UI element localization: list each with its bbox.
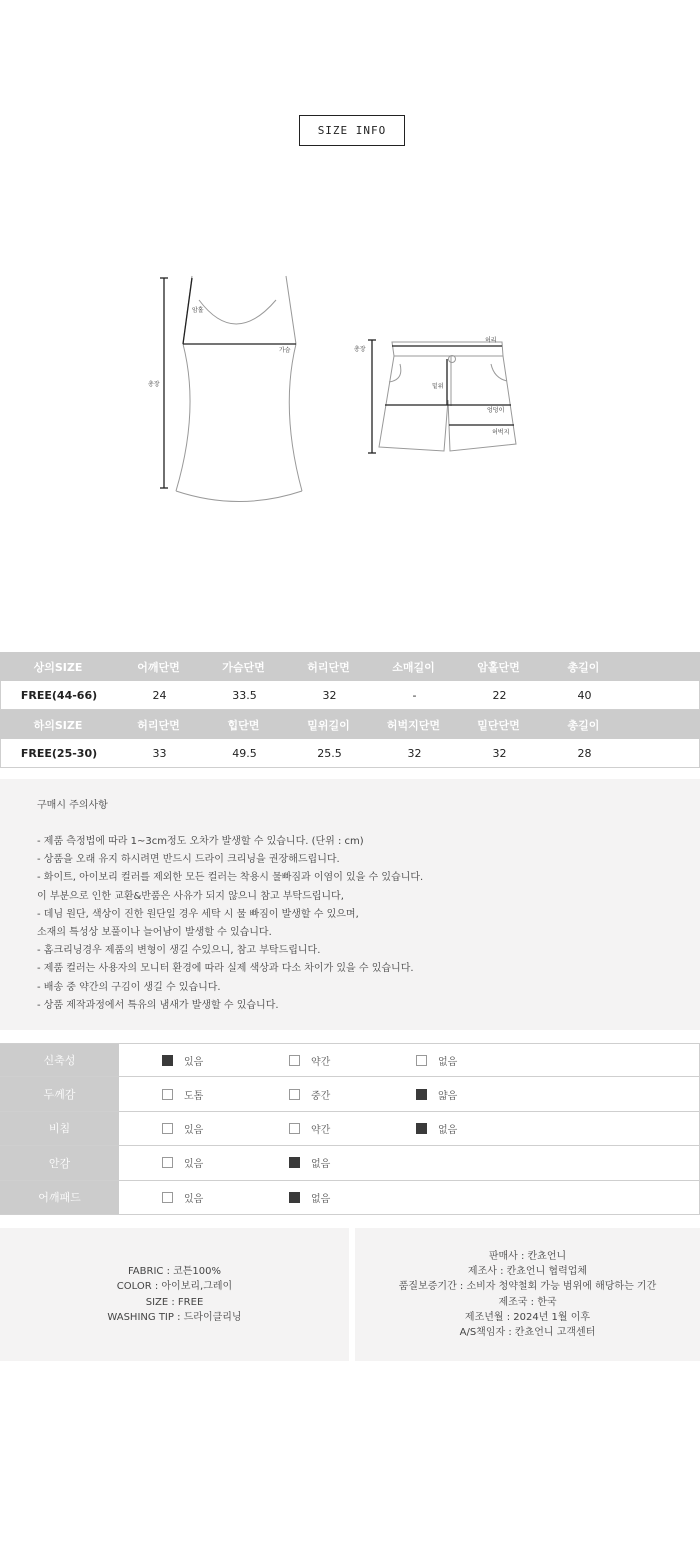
waist-label: 허리 [485,337,497,344]
as-contact-line: A/S책임자 : 칸쵸언니 고객센터 [459,1326,596,1338]
size-table [0,652,700,768]
checkbox-empty-icon [416,1055,427,1066]
notice-line: - 상품을 오래 유지 하시려면 반드시 드라이 크리닝을 권장해드립니다. [37,854,340,866]
table-cell: FREE(25-30) [20,746,98,760]
warranty-line: 품질보증기간 : 소비자 청약철회 가능 범위에 해당하는 기간 [398,1281,657,1293]
fabric-label: 두께감 [0,1077,119,1110]
table-cell: 22 [492,688,507,702]
notice-line: - 데님 원단, 색상이 진한 원단일 경우 세탁 시 물 빠짐이 발생할 수 있으며, [37,908,359,920]
header-cell: 어깨단면 [137,660,180,674]
color-info: COLOR : 아이보리,그레이 [116,1281,233,1293]
header-cell: 허벅지단면 [386,718,441,732]
armhole-label: 암홀 [192,307,204,314]
header-cell: 가슴단면 [222,660,265,674]
garment-illustration [0,260,700,520]
size-info: SIZE : FREE [145,1296,204,1308]
checkbox-checked-icon [416,1089,427,1100]
fabric-option [289,1155,416,1170]
chest-label: 가슴 [279,347,291,354]
checkbox-checked-icon [162,1055,173,1066]
fabric-option [289,1087,416,1102]
size-diagram [0,260,700,520]
fabric-option [416,1053,543,1068]
fabric-option [289,1053,416,1068]
notice-line: - 상품 제작과정에서 특유의 냄새가 발생할 수 있습니다. [37,999,279,1011]
table-cell: 49.5 [232,746,257,760]
fabric-label: 어깨패드 [0,1181,119,1214]
camisole-measure-lines [160,278,296,488]
header-cell: 총길이 [567,660,600,674]
fabric-option [289,1121,416,1136]
notice-line: - 제품 컬러는 사용자의 모니터 환경에 따라 실제 색상과 다소 차이가 있을 수 있습니다. [37,963,414,975]
table-cell: - [412,688,417,702]
fabric-properties-table [0,1043,700,1215]
fabric-label: 신축성 [0,1044,119,1076]
checkbox-empty-icon [289,1123,300,1134]
checkbox-checked-icon [289,1157,300,1168]
purchase-notice [0,779,700,1030]
checkbox-empty-icon [289,1089,300,1100]
option-label: 있음 [184,1124,204,1136]
checkbox-empty-icon [289,1055,300,1066]
notice-line: - 제품 측정법에 따라 1~3cm정도 오차가 발생할 수 있습니다. (단위 : cm) [37,836,364,847]
fabric-label: 안감 [0,1146,119,1179]
option-label: 없음 [311,1159,331,1171]
option-label: 도톰 [184,1090,204,1102]
bottom-size-row [0,739,700,768]
table-cell: 28 [577,746,592,760]
fabric-option [162,1155,289,1170]
option-label: 없음 [438,1124,458,1136]
checkbox-checked-icon [416,1123,427,1134]
table-cell: 32 [322,688,337,702]
fabric-row-sheerness [0,1112,700,1146]
notice-title: 구매시 주의사항 [37,800,108,811]
header-cell: 허리단면 [307,660,350,674]
table-cell: 40 [577,688,592,702]
header-cell: 허리단면 [137,718,180,732]
notice-line: - 배송 중 약간의 구김이 생길 수 있습니다. [37,981,221,993]
checkbox-empty-icon [162,1089,173,1100]
rise-label: 밑위 [432,383,444,390]
option-label: 있음 [184,1159,204,1171]
notice-line: - 화이트, 아이보리 컬러를 제외한 모든 컬러는 착용시 물빠짐과 이염이 있을 수 있습니다. [37,872,424,884]
fabric-label: 비침 [0,1112,119,1145]
table-cell: 33 [152,746,167,760]
fabric-option [162,1087,289,1102]
table-cell: FREE(44-66) [20,688,98,702]
checkbox-checked-icon [289,1192,300,1203]
header-cell: 총길이 [567,718,600,732]
manufacturer-line: 제조사 : 칸쵸언니 협력업체 [467,1266,588,1278]
header-cell: 밑단단면 [477,718,520,732]
notice-line: - 홈크리닝경우 제품의 변형이 생길 수있으니, 참고 부탁드립니다. [37,945,321,957]
fabric-option [162,1053,289,1068]
product-info-box [0,1228,349,1361]
fabric-option [416,1121,543,1136]
notice-line: 이 부분으로 인한 교환&반품은 사유가 되지 않으니 참고 부탁드립니다, [37,890,344,902]
thigh-label: 허벅지 [492,429,510,436]
table-cell: 24 [152,688,167,702]
table-cell: 33.5 [232,688,257,702]
top-size-row [0,681,700,710]
table-cell: 32 [492,746,507,760]
washing-info: WASHING TIP : 드라이클리닝 [107,1311,242,1323]
fabric-info: FABRIC : 코튼100% [127,1266,222,1278]
table-cell: 32 [407,746,422,760]
fabric-row-stretch [0,1043,700,1077]
fabric-option [162,1190,289,1205]
hip-label: 엉덩이 [487,407,505,414]
option-label: 약간 [311,1124,331,1136]
shorts-length-label: 총장 [354,346,366,353]
option-label: 없음 [311,1193,331,1205]
bottom-size-header [0,710,700,739]
option-label: 있음 [184,1056,204,1068]
fabric-row-lining [0,1146,700,1180]
shorts-measure-lines [368,340,514,453]
checkbox-empty-icon [162,1157,173,1168]
header-cell: 암홀단면 [477,660,520,674]
checkbox-empty-icon [162,1192,173,1203]
header-cell: 하의SIZE [33,718,83,732]
option-label: 약간 [311,1056,331,1068]
size-info-heading: SIZE INFO [299,115,405,146]
option-label: 없음 [438,1056,458,1068]
option-label: 중간 [311,1090,331,1102]
seller-line: 판매사 : 칸쵸언니 [488,1250,567,1262]
table-cell: 25.5 [317,746,342,760]
checkbox-empty-icon [162,1123,173,1134]
fabric-option [162,1121,289,1136]
header-cell: 밑위길이 [307,718,350,732]
fabric-row-shoulder-pad [0,1181,700,1215]
fabric-option [289,1190,416,1205]
origin-line: 제조국 : 한국 [498,1296,557,1308]
top-size-header [0,652,700,681]
option-label: 있음 [184,1193,204,1205]
header-cell: 소매길이 [392,660,435,674]
fabric-row-thickness [0,1077,700,1111]
manufacture-date-line: 제조년월 : 2024년 1월 이후 [464,1311,591,1323]
fabric-option [416,1087,543,1102]
header-cell: 힙단면 [227,718,260,732]
seller-info-box [355,1228,700,1361]
top-length-label: 총장 [148,381,160,388]
notice-line: 소재의 특성상 보풀이나 늘어남이 발생할 수 있습니다. [37,927,272,939]
option-label: 얇음 [438,1090,458,1102]
header-cell: 상의SIZE [33,660,83,674]
